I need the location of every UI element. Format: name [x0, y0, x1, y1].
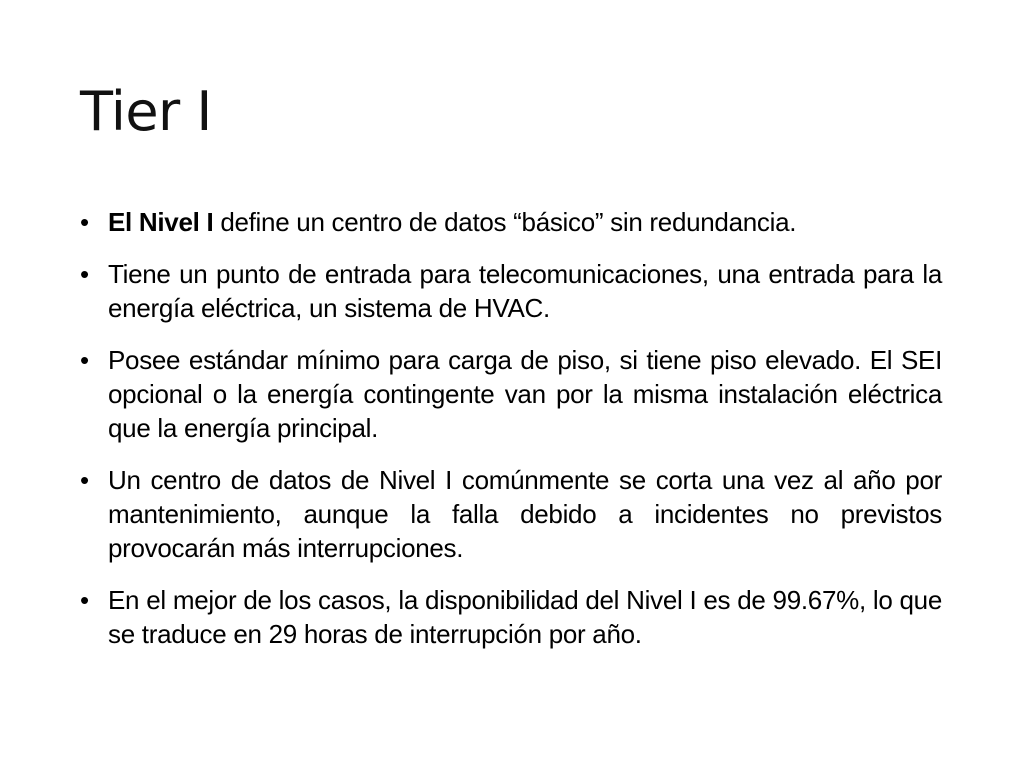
bullet-marker: •	[80, 585, 89, 615]
bullet-text: En el mejor de los casos, la disponibilidad del Nivel I es de 99.67%, lo que se traduce en 29 horas de interrupción por año.	[108, 585, 942, 649]
bullet-item	[80, 257, 942, 325]
bullet-list	[80, 205, 942, 669]
bullet-marker: •	[80, 465, 89, 495]
bullet-marker: •	[80, 207, 89, 237]
bullet-item	[80, 583, 942, 651]
bullet-item	[80, 463, 942, 565]
slide-title: Tier I	[80, 80, 212, 143]
bullet-text: define un centro de datos “básico” sin redundancia.	[213, 207, 797, 237]
bullet-emphasis: El Nivel I	[108, 207, 214, 237]
bullet-text: Un centro de datos de Nivel I comúnmente se corta una vez al año por mantenimiento, aunque la falla debido a incidentes no previstos provocarán más interrupciones.	[108, 465, 942, 563]
bullet-marker: •	[80, 259, 89, 289]
bullet-item	[80, 343, 942, 445]
bullet-marker: •	[80, 345, 89, 375]
bullet-text: Tiene un punto de entrada para telecomunicaciones, una entrada para la energía eléctrica, un sistema de HVAC.	[108, 259, 942, 323]
bullet-item	[80, 205, 942, 239]
bullet-text: Posee estándar mínimo para carga de piso, si tiene piso elevado. El SEI opcional o la energía contingente van por la misma instalación eléctrica que la energía principal.	[108, 345, 942, 443]
